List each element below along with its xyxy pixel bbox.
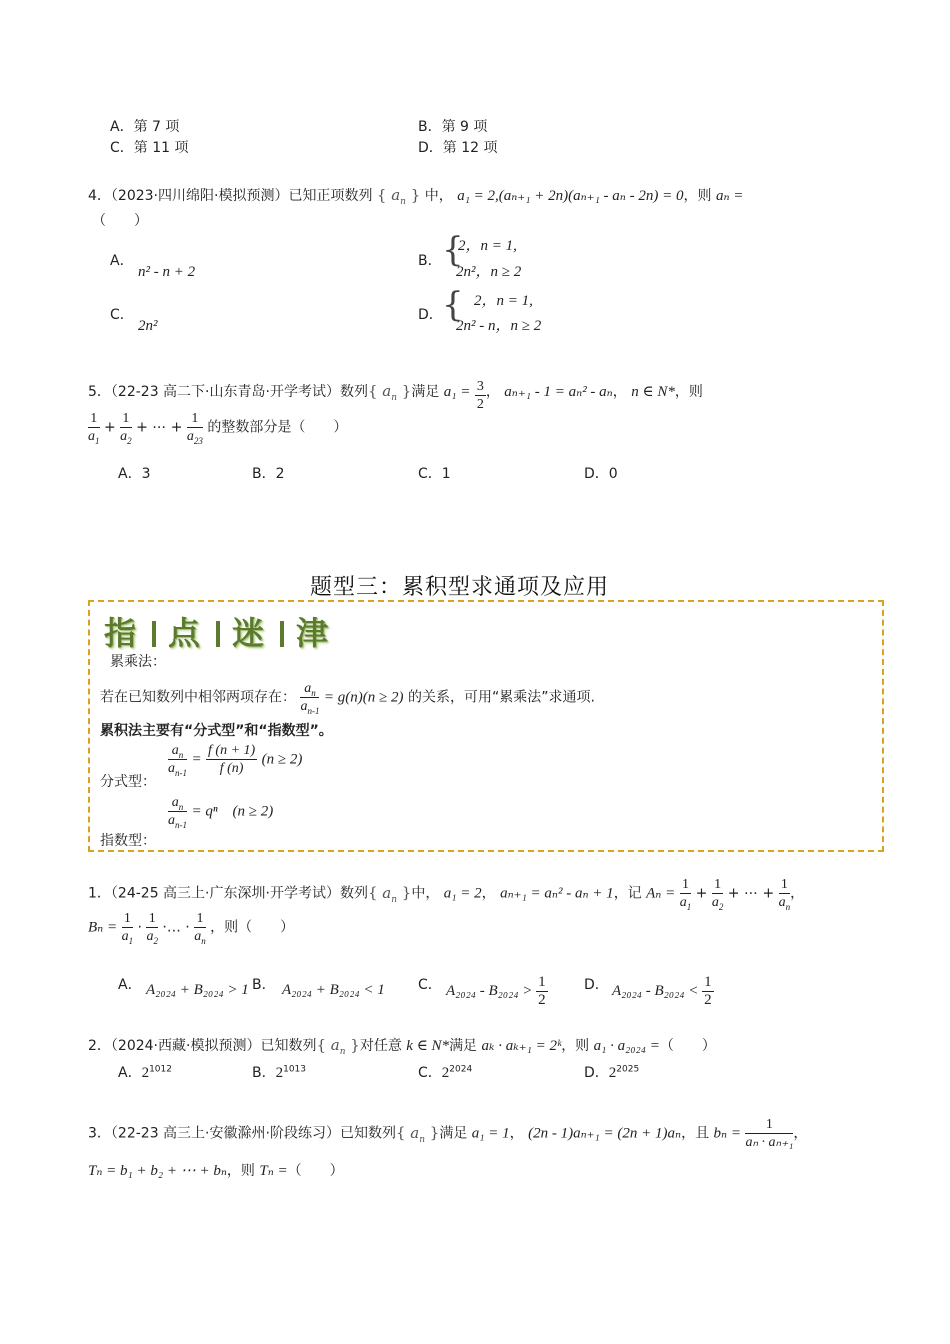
tip-logo-char-3: 迷 bbox=[232, 614, 269, 652]
B-term-2: $\frac{1}{a_2}$ bbox=[146, 911, 158, 946]
p1-Bn: Bₙ = bbox=[88, 919, 118, 936]
q5-number: 5． bbox=[88, 384, 111, 400]
p2-option-d-label: D． bbox=[584, 1065, 609, 1081]
p2-option-c bbox=[418, 1064, 472, 1082]
p1-source: （24-25 高三上·广东深圳·开学考试） bbox=[110, 885, 340, 902]
p2-option-c-label: C． bbox=[418, 1065, 442, 1081]
p3-bn-num: 1 bbox=[745, 1116, 793, 1134]
q4-source: （2023·四川绵阳·模拟预测） bbox=[110, 188, 289, 204]
q5-cond2: aₙ₊₁ - 1 = aₙ² - aₙ bbox=[504, 384, 613, 400]
p1-option-c bbox=[446, 974, 548, 1009]
p3-bn: bₙ = bbox=[713, 1125, 741, 1142]
q5-option-c: C．1 bbox=[418, 466, 451, 482]
tip-method: 累乘法： bbox=[110, 654, 166, 670]
half-fraction: $\frac{1}{2}$ bbox=[704, 974, 712, 1008]
p2-option-b-base: 2 bbox=[275, 1065, 284, 1081]
p1-An: Aₙ = bbox=[646, 885, 676, 902]
tip-line1-c: 的关系，可用“累乘法”求通项. bbox=[407, 689, 595, 706]
p1-option-d-label: D． bbox=[584, 977, 609, 993]
p1-option-c-text: A₂₀₂₄ - B₂₀₂₄ > bbox=[446, 982, 533, 999]
p3-text4: ，则 bbox=[226, 1163, 255, 1179]
q4-option-c-label: C． bbox=[110, 307, 134, 323]
p1-option-b-label: B． bbox=[252, 977, 276, 993]
B-term-n: $\frac{1}{a_n}$ bbox=[194, 911, 206, 946]
p3-number: 3． bbox=[88, 1125, 111, 1142]
q4-number: 4． bbox=[88, 188, 111, 204]
q4-option-b-line2: 2n²，n ≥ 2 bbox=[456, 264, 522, 280]
prev-option-d: D．第 12 项 bbox=[418, 140, 498, 156]
p3-source: （22-23 高三上·安徽滁州·阶段练习） bbox=[110, 1125, 340, 1142]
tip-logo-char-4: 津 bbox=[296, 614, 333, 652]
section-title: 题型三：累积型求通项及应用 bbox=[310, 575, 610, 600]
q4-option-a: n² - n + 2 bbox=[138, 264, 196, 280]
p2-text4: ，则 bbox=[561, 1038, 590, 1054]
p1-cond2: aₙ₊₁ = aₙ² - aₙ + 1 bbox=[500, 885, 614, 902]
q4-option-d-line1: 2，n = 1, bbox=[474, 293, 533, 309]
tip-exp-label: 指数型： bbox=[100, 833, 156, 849]
p3-paren: （ ） bbox=[287, 1163, 344, 1179]
p1-text3: ，记 bbox=[613, 885, 642, 902]
p2-option-b-exp: 1013 bbox=[283, 1064, 307, 1075]
q5-option-a: A．3 bbox=[118, 466, 151, 482]
p2-option-d-base: 2 bbox=[608, 1065, 617, 1081]
tip-frac-formula: $\frac{a_n}{a_{n-1}}$ = $\frac{f (n + 1)}{f (n)}$ (n ≥ 2) bbox=[168, 743, 303, 778]
tip-logo-char-1: 指 bbox=[104, 614, 141, 652]
q5-cond1: a₁ = bbox=[443, 384, 471, 400]
p2-text1: 已知数列 bbox=[260, 1038, 317, 1054]
p3-ask: Tₙ = bbox=[259, 1163, 288, 1179]
p1-text1: 数列 bbox=[339, 885, 368, 902]
p1-tail: ，则（ ） bbox=[210, 919, 295, 936]
p2-number: 2． bbox=[88, 1038, 111, 1054]
p1-option-a: A₂₀₂₄ + B₂₀₂₄ > 1 bbox=[146, 982, 249, 998]
q5-option-d: D．0 bbox=[584, 466, 618, 482]
sum-term-1: $\frac{1}{a_1}$ bbox=[88, 411, 100, 446]
A-term-n: $\frac{1}{a_n}$ bbox=[778, 877, 791, 912]
q4-option-a-label: A． bbox=[110, 253, 134, 269]
tip-exp-formula bbox=[168, 794, 273, 829]
p2-option-a-label: A． bbox=[118, 1065, 142, 1081]
frac-cond: (n ≥ 2) bbox=[261, 751, 303, 768]
p2-text2: 对任意 bbox=[359, 1038, 402, 1054]
A-term-1: $\frac{1}{a_1}$ bbox=[679, 877, 692, 912]
rhs-fraction bbox=[206, 742, 257, 777]
tip-frac-label: 分式型： bbox=[100, 774, 156, 790]
q4-option-d-line2: 2n² - n，n ≥ 2 bbox=[456, 318, 542, 334]
p1-Bn-line: Bₙ = $\frac{1}{a_1}$ · $\frac{1}{a_2}$ ·… · $\frac{1}{a_n}$ ，则（ ） bbox=[88, 911, 295, 946]
q4-an: aₙ = bbox=[715, 188, 744, 204]
half-fraction: $\frac{1}{2}$ bbox=[538, 974, 546, 1008]
q4-option-b-line1: 2，n = 1, bbox=[458, 238, 517, 254]
q5-stem: 5．（22-23 高二下·山东青岛·开学考试）数列{ $a_n$ }满足 a₁ = $\frac{3}{2}$ ， aₙ₊₁ - 1 = aₙ² - aₙ， n ∈ N*，则 bbox=[88, 379, 703, 412]
p3-bn-fraction bbox=[745, 1116, 793, 1151]
q5-source: （22-23 高二下·山东青岛·开学考试） bbox=[110, 384, 340, 400]
sum-term-2: $\frac{1}{a_2}$ bbox=[120, 411, 132, 446]
p3-Tn: Tₙ = b₁ + b₂ + ⋯ + bₙ bbox=[88, 1163, 227, 1179]
q5-text1: 数列 bbox=[339, 384, 368, 400]
p3-line2 bbox=[88, 1162, 344, 1180]
p3-text1: 已知数列 bbox=[339, 1125, 396, 1142]
p2-option-a bbox=[118, 1064, 172, 1082]
q4-option-d-label: D． bbox=[418, 307, 443, 323]
p1-option-d bbox=[612, 974, 714, 1009]
tip-logo bbox=[104, 608, 332, 654]
q4-condition: a₁ = 2,(aₙ₊₁ + 2n)(aₙ₊₁ - aₙ - 2n) = 0 bbox=[457, 188, 684, 204]
tip-line1 bbox=[100, 680, 595, 715]
p3-text3: ，且 bbox=[681, 1125, 710, 1142]
q5-frac-num: 3 bbox=[476, 379, 484, 394]
p2-option-a-base: 2 bbox=[141, 1065, 150, 1081]
p2-option-c-exp: 2024 bbox=[449, 1064, 473, 1075]
p1-cond1: a₁ = 2 bbox=[443, 885, 482, 902]
q4-text3: ，则 bbox=[683, 188, 712, 204]
sequence-set-symbol: { $a_n$ } bbox=[367, 382, 412, 403]
tip-line2: 累积法主要有“分式型”和“指数型”。 bbox=[100, 723, 333, 739]
prev-option-a: A．第 7 项 bbox=[110, 119, 180, 135]
brace-b: { bbox=[442, 230, 464, 270]
p2-option-b bbox=[252, 1064, 306, 1082]
B-term-1: $\frac{1}{a_1}$ bbox=[121, 911, 134, 946]
q4-option-c: 2n² bbox=[138, 318, 158, 334]
exp-rhs: = qⁿ (n ≥ 2) bbox=[191, 803, 274, 820]
p2-option-a-exp: 1012 bbox=[149, 1064, 172, 1075]
q4-option-b-label: B． bbox=[418, 253, 442, 269]
sequence-set-symbol: { $a_n$ } bbox=[376, 186, 421, 207]
p2-text3: 满足 bbox=[449, 1038, 478, 1054]
q5-text2: 满足 bbox=[411, 384, 440, 400]
p2-paren: （ ） bbox=[659, 1038, 716, 1054]
p2-ask: a₁ · a₂₀₂₄ = bbox=[593, 1038, 660, 1054]
sum-term-23: $\frac{1}{a_{23}}$ bbox=[186, 411, 203, 446]
q5-frac-den: 2 bbox=[476, 397, 484, 412]
prev-option-c: C．第 11 项 bbox=[110, 140, 189, 156]
q5-text3: ，则 bbox=[674, 384, 703, 400]
p1-option-a-label: A． bbox=[118, 977, 142, 993]
p1-stem: 1．（24-25 高三上·广东深圳·开学考试）数列{ $a_n$ }中， a₁ = 2， aₙ₊₁ = aₙ² - aₙ + 1，记 Aₙ = $\frac{1}{a_1}$ + $\frac{1}{a_2}$ + ⋯ + $\frac{1}{a_n}$ ， bbox=[88, 877, 805, 912]
p2-stem bbox=[88, 1036, 716, 1055]
q5-cond3: n ∈ N* bbox=[631, 384, 675, 400]
p1-option-d-text: A₂₀₂₄ - B₂₀₂₄ < bbox=[612, 982, 699, 999]
p2-option-d-exp: 2025 bbox=[616, 1064, 640, 1075]
q4-stem bbox=[88, 186, 743, 205]
p3-cond1: a₁ = 1 bbox=[471, 1125, 510, 1142]
p2-source: （2024·西藏·模拟预测） bbox=[110, 1038, 261, 1054]
exp-lhs-fraction: $\frac{a_n}{a_{n-1}}$ bbox=[168, 795, 187, 830]
ratio-fraction: $\frac{a_n}{a_{n-1}}$ bbox=[300, 681, 320, 716]
p1-option-c-label: C． bbox=[418, 977, 442, 993]
p2-cond1: k ∈ N* bbox=[406, 1038, 450, 1054]
p2-option-b-label: B． bbox=[252, 1065, 276, 1081]
rhs-den: f (n) bbox=[219, 761, 244, 776]
prev-option-b: B．第 9 项 bbox=[418, 119, 488, 135]
q5-fraction bbox=[475, 378, 486, 413]
p1-number: 1． bbox=[88, 885, 111, 902]
sequence-set-symbol: { $a_n$ } bbox=[367, 883, 412, 905]
q5-sum-tail: 的整数部分是（ ） bbox=[207, 419, 348, 436]
p2-option-c-base: 2 bbox=[441, 1065, 450, 1081]
brace-d: { bbox=[442, 285, 464, 325]
sequence-set-symbol: { $a_n$ } bbox=[316, 1036, 360, 1057]
tip-line1-a: 若在已知数列中相邻两项存在： bbox=[100, 689, 296, 706]
p3-text2: 满足 bbox=[439, 1125, 468, 1142]
p1-text2: 中， bbox=[411, 885, 440, 902]
A-term-2: $\frac{1}{a_2}$ bbox=[711, 877, 724, 912]
p3-stem: 3．（22-23 高三上·安徽滁州·阶段练习）已知数列{ $a_n$ }满足 a₁ = 1， (2n - 1)aₙ₊₁ = (2n + 1)aₙ，且 bₙ = $\frac{1}{\text{aₙ · aₙ₊₁}}$ ， bbox=[88, 1117, 808, 1150]
lhs-fraction: $\frac{a_n}{a_{n-1}}$ bbox=[168, 743, 187, 778]
p3-bn-den: aₙ · aₙ₊₁ bbox=[745, 1135, 794, 1150]
q5-option-b: B．2 bbox=[252, 466, 285, 482]
q4-text1: 已知正项数列 bbox=[288, 188, 373, 204]
p3-cond2: (2n - 1)aₙ₊₁ = (2n + 1)aₙ bbox=[528, 1125, 682, 1142]
q4-text2: 中， bbox=[424, 188, 453, 204]
p2-option-d bbox=[584, 1064, 639, 1082]
p1-option-b: A₂₀₂₄ + B₂₀₂₄ < 1 bbox=[282, 982, 385, 998]
sequence-set-symbol: { $a_n$ } bbox=[395, 1123, 440, 1145]
rhs-num: f (n + 1) bbox=[208, 743, 256, 758]
q5-sum: $\frac{1}{a_1}$ + $\frac{1}{a_2}$ + ⋯ + $\frac{1}{a_{23}}$ 的整数部分是（ ） bbox=[88, 411, 348, 446]
q4-paren: （ ） bbox=[92, 213, 148, 229]
tip-logo-char-2: 点 bbox=[168, 614, 205, 652]
p2-cond2: aₖ · aₖ₊₁ = 2ᵏ bbox=[481, 1038, 562, 1054]
tip-line1-b: = g(n)(n ≥ 2) bbox=[323, 689, 404, 706]
